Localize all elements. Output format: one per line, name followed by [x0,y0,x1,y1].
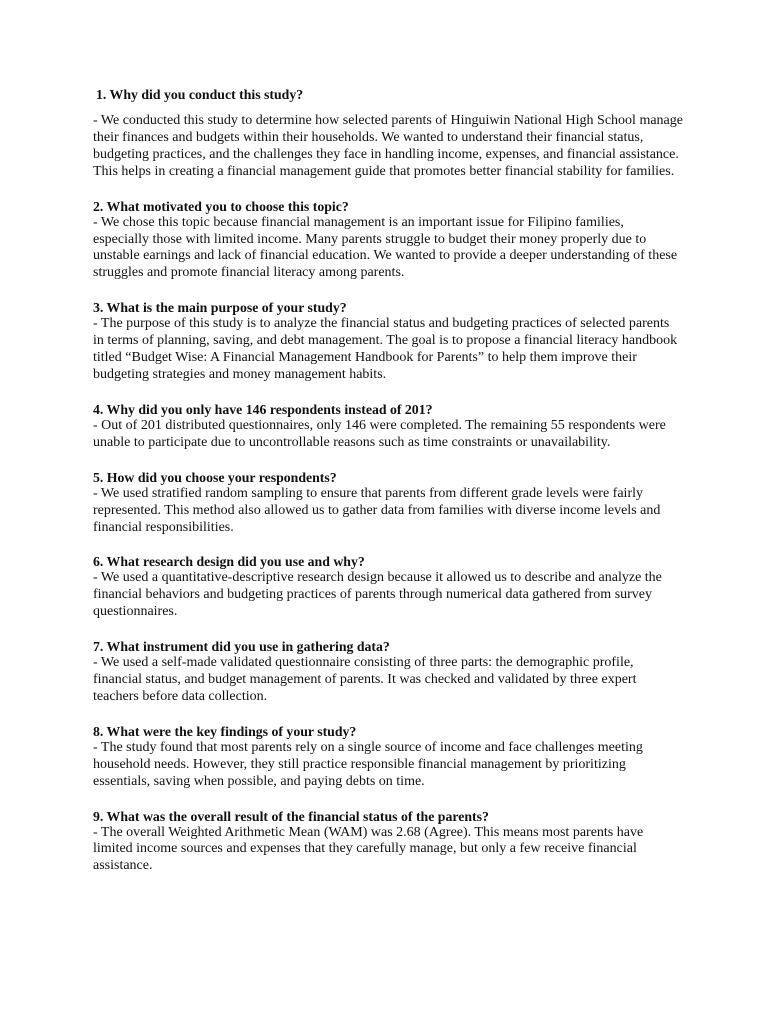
answer-paragraph: - The overall Weighted Arithmetic Mean (WAM) was 2.68 (Agree). This means most parents have limited income sources and expenses that they carefully manage, but only a few receive financial assistance. [93,824,644,874]
answer-paragraph: - We used a quantitative-descriptive research design because it allowed us to describe and analyze the financial behaviors and budgeting practices of parents through numerical data gathered from survey questionnaires. [93,570,662,620]
qa-item-6 [93,553,683,621]
question-heading: 1. Why did you conduct this study? [96,87,304,102]
qa-item-1 [93,86,683,181]
answer-paragraph: - We conducted this study to determine how selected parents of Hinguiwin National High School manage their finances and budgets within their households. We wanted to understand their financial status, budgeting practices, and the challenges they face in handling income, expenses, and financial assistance. This helps in creating a financial management guide that promotes better financial stability for families. [93,113,683,179]
answer-paragraph: - We used stratified random sampling to ensure that parents from different grade levels were fairly represented. This method also allowed us to gather data from families with diverse income levels and financial responsibilities. [93,485,661,535]
qa-item-5 [93,469,683,537]
document-page [93,86,683,892]
qa-item-4 [93,401,683,452]
question-heading: 3. What is the main purpose of your study? [93,300,347,316]
qa-item-3 [93,299,683,384]
qa-item-7 [93,638,683,706]
question-heading: 9. What was the overall result of the financial status of the parents? [93,808,489,824]
qa-item-9 [93,808,683,876]
answer-paragraph: - Out of 201 distributed questionnaires, only 146 were completed. The remaining 55 respondents were unable to participate due to uncontrollable reasons such as time constraints or unavailability. [93,417,666,450]
qa-item-2 [93,198,683,283]
question-heading: 5. How did you choose your respondents? [93,469,337,485]
qa-item-8 [93,723,683,791]
question-heading: 7. What instrument did you use in gathering data? [93,639,390,655]
question-heading: 8. What were the key findings of your study? [93,723,357,739]
question-heading: 6. What research design did you use and why? [93,554,365,570]
answer-paragraph: - The study found that most parents rely on a single source of income and face challenges meeting household needs. However, they still practice responsible financial management by prioritizing essentials, saving when possible, and paying debts on time. [93,739,643,789]
answer-paragraph: - We used a self-made validated questionnaire consisting of three parts: the demographic profile, financial status, and budget management of parents. It was checked and validated by three expert teachers before data collection. [93,655,637,704]
answer-paragraph: - We chose this topic because financial management is an important issue for Filipino families, especially those with limited income. Many parents struggle to budget their money properly due to unstable earnings and lack of financial education. We wanted to provide a deeper understanding of these struggles and promote financial literacy among parents. [93,214,678,281]
question-heading: 2. What motivated you to choose this topic? [93,198,349,214]
answer-paragraph: - The purpose of this study is to analyze the financial status and budgeting practices of selected parents in terms of planning, saving, and debt management. The goal is to propose a financial literacy handbook titled “Budget Wise: A Financial Management Handbook for Parents” to help them improve their budgeting strategies and money management habits. [93,316,678,382]
question-heading: 4. Why did you only have 146 respondents instead of 201? [93,401,433,417]
